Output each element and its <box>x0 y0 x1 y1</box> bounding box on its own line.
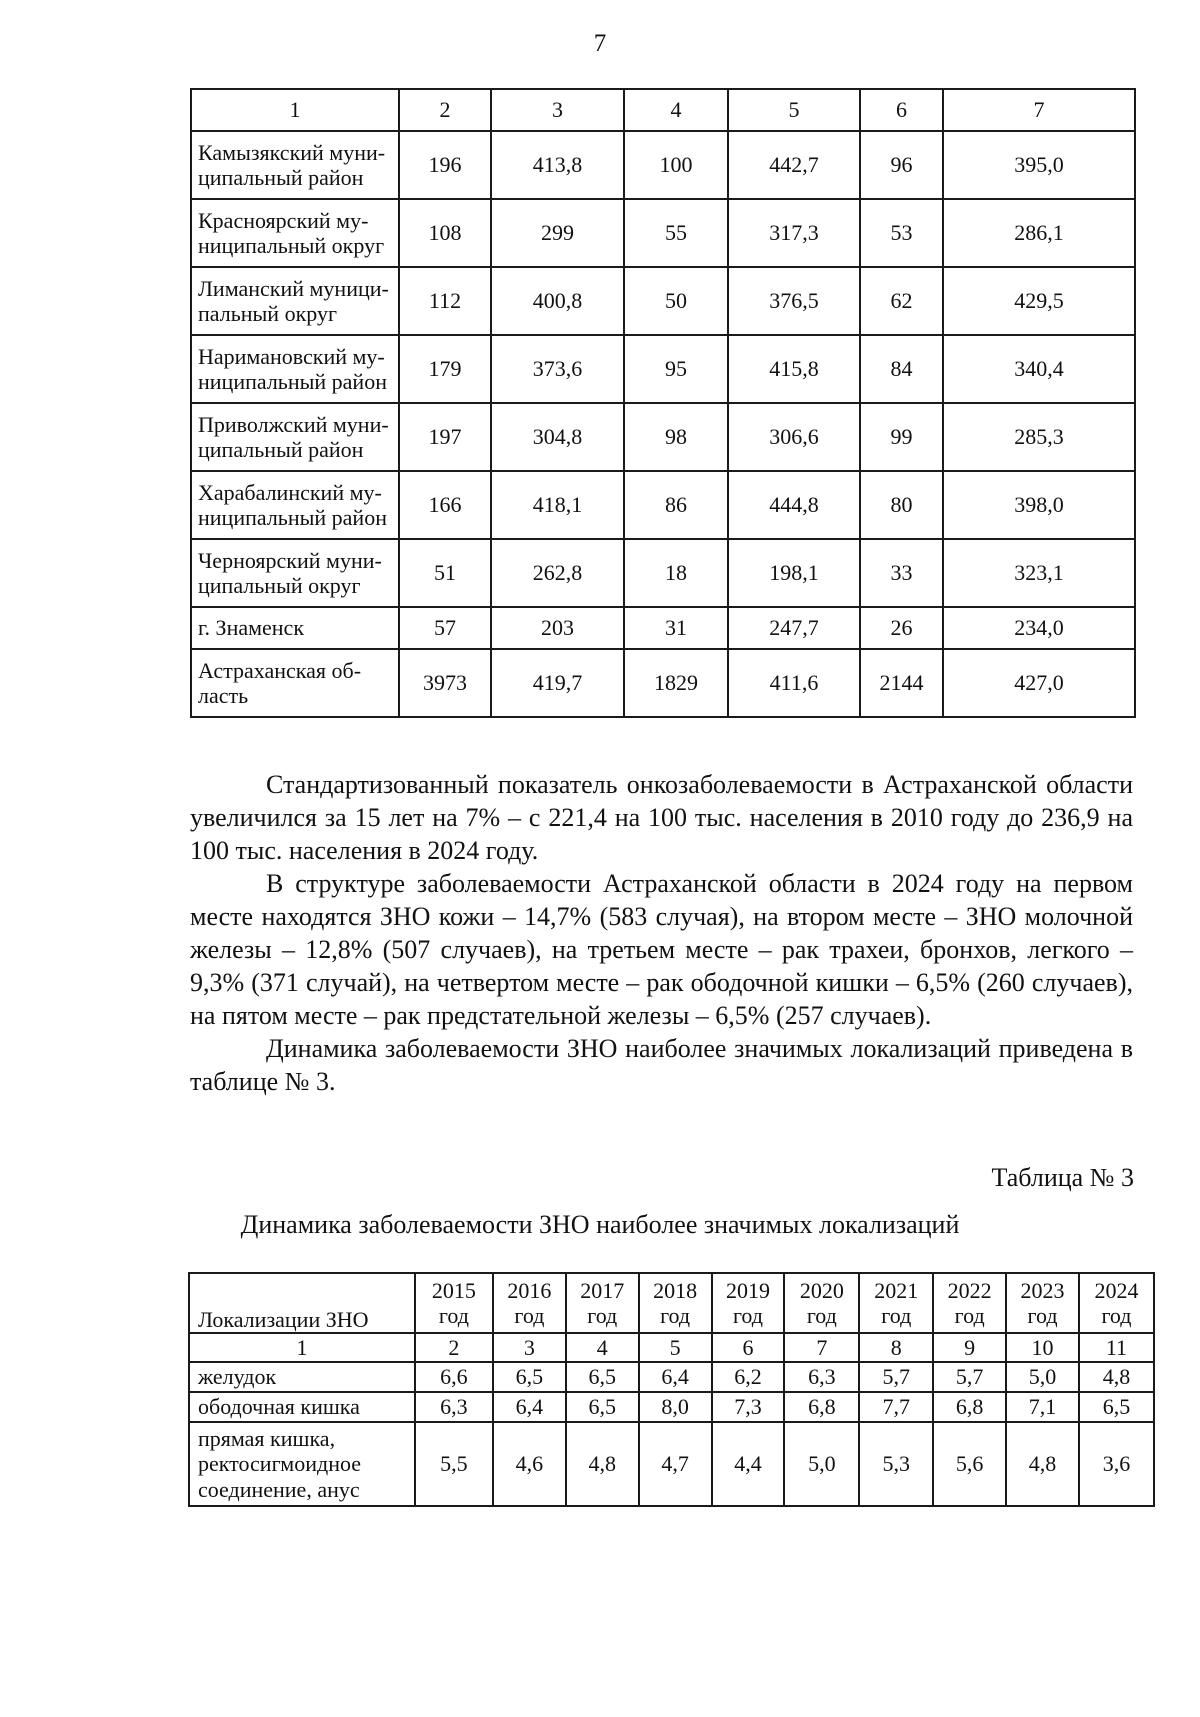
value-cell: 444,8 <box>728 471 860 539</box>
rate-cell: 6,8 <box>784 1392 859 1422</box>
table3-column-number: 3 <box>493 1333 566 1362</box>
rate-cell: 6,4 <box>639 1362 712 1392</box>
year-unit-label: год <box>660 1303 691 1328</box>
rate-cell: 4,4 <box>712 1422 785 1506</box>
rate-cell: 4,8 <box>1079 1362 1154 1392</box>
rate-cell: 7,3 <box>712 1392 785 1422</box>
rate-cell: 5,3 <box>859 1422 933 1506</box>
value-cell: 100 <box>624 131 728 199</box>
table-row <box>191 199 1135 267</box>
table-row <box>189 1422 1154 1506</box>
table-row <box>191 403 1135 471</box>
rate-cell: 8,0 <box>639 1392 712 1422</box>
rate-cell: 6,2 <box>712 1362 785 1392</box>
district-name-cell: Астраханская об-ласть <box>191 649 399 717</box>
value-cell: 18 <box>624 539 728 607</box>
district-name-cell: Наримановский му-ниципальный район <box>191 335 399 403</box>
rate-cell: 6,3 <box>415 1392 493 1422</box>
rate-cell: 7,7 <box>859 1392 933 1422</box>
rate-cell: 4,7 <box>639 1422 712 1506</box>
table1-column-number: 5 <box>728 89 860 131</box>
year-label: 2022 <box>947 1277 992 1303</box>
rate-cell: 5,5 <box>415 1422 493 1506</box>
district-name-cell: Приволжский муни-ципальный район <box>191 403 399 471</box>
rate-cell: 5,0 <box>784 1422 859 1506</box>
value-cell: 57 <box>399 607 491 649</box>
rate-cell: 5,6 <box>933 1422 1006 1506</box>
municipal-incidence-table <box>190 88 1136 718</box>
rate-cell: 6,8 <box>933 1392 1006 1422</box>
year-label: 2018 <box>653 1277 698 1303</box>
table3-column-number: 8 <box>859 1333 933 1362</box>
body-text <box>190 768 1133 1098</box>
year-label: 2016 <box>507 1277 552 1303</box>
year-label: 2019 <box>725 1277 770 1303</box>
localization-dynamics-table <box>188 1272 1155 1507</box>
year-header <box>566 1273 639 1333</box>
year-header <box>1079 1273 1154 1333</box>
rate-cell: 5,7 <box>859 1362 933 1392</box>
value-cell: 340,4 <box>943 335 1135 403</box>
value-cell: 413,8 <box>491 131 624 199</box>
value-cell: 400,8 <box>491 267 624 335</box>
value-cell: 166 <box>399 471 491 539</box>
value-cell: 247,7 <box>728 607 860 649</box>
year-header <box>859 1273 933 1333</box>
value-cell: 323,1 <box>943 539 1135 607</box>
table-row <box>191 131 1135 199</box>
year-header <box>415 1273 493 1333</box>
value-cell: 306,6 <box>728 403 860 471</box>
paragraph-incidence-structure: В структуре заболеваемости Астраханской области в 2024 году на первом месте находятся ЗНО кожи – 14,7% (583 случая), на втором месте – ЗНО молочной железы – 12,8% (507 случаев), на третьем месте – рак трахеи, бронхов, легкого – 9,3% (371 случай), на четвертом месте – рак ободочной кишки – 6,5% (260 случаев), на пятом месте – рак предстательной железы – 6,5% (257 случаев). <box>190 869 1133 1030</box>
value-cell: 86 <box>624 471 728 539</box>
paragraph-standardized-rate: Стандартизованный показатель онкозаболеваемости в Астраханской области увеличился за 15 лет на 7% – с 221,4 на 100 тыс. населения в 2010 году до 236,9 на 100 тыс. населения в 2024 году. <box>190 770 1133 865</box>
district-name-cell: Черноярский муни-ципальный округ <box>191 539 399 607</box>
table3-column-number: 11 <box>1079 1333 1154 1362</box>
year-unit-label: год <box>806 1303 837 1328</box>
value-cell: 31 <box>624 607 728 649</box>
localization-cell: ободочная кишка <box>189 1392 415 1422</box>
value-cell: 55 <box>624 199 728 267</box>
value-cell: 262,8 <box>491 539 624 607</box>
table3-column-numbers-row <box>189 1333 1154 1362</box>
table3-number: Таблица № 3 <box>991 1163 1134 1192</box>
value-cell: 429,5 <box>943 267 1135 335</box>
table1-column-number: 3 <box>491 89 624 131</box>
rate-cell: 6,6 <box>415 1362 493 1392</box>
year-unit-label: год <box>587 1303 618 1328</box>
year-header <box>639 1273 712 1333</box>
table3-column-number: 6 <box>712 1333 785 1362</box>
value-cell: 196 <box>399 131 491 199</box>
value-cell: 286,1 <box>943 199 1135 267</box>
year-header <box>784 1273 859 1333</box>
district-name-cell: г. Знаменск <box>191 607 399 649</box>
value-cell: 285,3 <box>943 403 1135 471</box>
value-cell: 51 <box>399 539 491 607</box>
value-cell: 99 <box>860 403 943 471</box>
rate-cell: 5,7 <box>933 1362 1006 1392</box>
table3-column-number: 7 <box>784 1333 859 1362</box>
value-cell: 395,0 <box>943 131 1135 199</box>
rate-cell: 7,1 <box>1006 1392 1079 1422</box>
year-unit-label: год <box>438 1303 469 1328</box>
value-cell: 84 <box>860 335 943 403</box>
table3-column-number: 4 <box>566 1333 639 1362</box>
value-cell: 197 <box>399 403 491 471</box>
table1-column-number: 1 <box>191 89 399 131</box>
rate-cell: 6,5 <box>1079 1392 1154 1422</box>
localization-header: Локализации ЗНО <box>189 1273 415 1333</box>
year-header <box>1006 1273 1079 1333</box>
paragraph-table-reference: Динамика заболеваемости ЗНО наиболее значимых локализаций приведена в таблице № 3. <box>190 1034 1133 1096</box>
localization-cell: желудок <box>189 1362 415 1392</box>
value-cell: 95 <box>624 335 728 403</box>
table3-column-number: 5 <box>639 1333 712 1362</box>
year-header <box>712 1273 785 1333</box>
value-cell: 62 <box>860 267 943 335</box>
rate-cell: 4,6 <box>493 1422 566 1506</box>
value-cell: 442,7 <box>728 131 860 199</box>
value-cell: 108 <box>399 199 491 267</box>
table3-header-row <box>189 1273 1154 1333</box>
table1-column-number: 6 <box>860 89 943 131</box>
value-cell: 299 <box>491 199 624 267</box>
value-cell: 112 <box>399 267 491 335</box>
year-unit-label: год <box>1101 1303 1132 1328</box>
table1-column-number: 7 <box>943 89 1135 131</box>
table-row <box>189 1362 1154 1392</box>
district-name-cell: Лиманский муници-пальный округ <box>191 267 399 335</box>
rate-cell: 6,3 <box>784 1362 859 1392</box>
value-cell: 373,6 <box>491 335 624 403</box>
page-number: 7 <box>593 30 607 57</box>
value-cell: 3973 <box>399 649 491 717</box>
value-cell: 1829 <box>624 649 728 717</box>
table3-column-number: 9 <box>933 1333 1006 1362</box>
value-cell: 198,1 <box>728 539 860 607</box>
value-cell: 419,7 <box>491 649 624 717</box>
district-name-cell: Красноярский му-ниципальный округ <box>191 199 399 267</box>
year-label: 2024 <box>1094 1277 1139 1303</box>
table-row <box>189 1392 1154 1422</box>
rate-cell: 4,8 <box>1006 1422 1079 1506</box>
table-row <box>191 649 1135 717</box>
rate-cell: 5,0 <box>1006 1362 1079 1392</box>
value-cell: 53 <box>860 199 943 267</box>
value-cell: 304,8 <box>491 403 624 471</box>
value-cell: 96 <box>860 131 943 199</box>
rate-cell: 6,5 <box>566 1392 639 1422</box>
year-unit-label: год <box>1027 1303 1058 1328</box>
value-cell: 26 <box>860 607 943 649</box>
year-label: 2015 <box>431 1277 476 1303</box>
table1-header-row <box>191 89 1135 131</box>
value-cell: 98 <box>624 403 728 471</box>
year-header <box>933 1273 1006 1333</box>
district-name-cell: Камызякский муни-ципальный район <box>191 131 399 199</box>
table1-column-number: 4 <box>624 89 728 131</box>
value-cell: 376,5 <box>728 267 860 335</box>
value-cell: 427,0 <box>943 649 1135 717</box>
table3-column-number: 2 <box>415 1333 493 1362</box>
table-row <box>191 267 1135 335</box>
value-cell: 203 <box>491 607 624 649</box>
year-unit-label: год <box>732 1303 763 1328</box>
district-name-cell: Харабалинский му-ниципальный район <box>191 471 399 539</box>
year-label: 2017 <box>580 1277 625 1303</box>
year-label: 2023 <box>1020 1277 1065 1303</box>
value-cell: 418,1 <box>491 471 624 539</box>
table-row <box>191 607 1135 649</box>
table3-title: Динамика заболеваемости ЗНО наиболее значимых локализаций <box>240 1210 960 1239</box>
year-unit-label: год <box>954 1303 985 1328</box>
value-cell: 33 <box>860 539 943 607</box>
table1-column-number: 2 <box>399 89 491 131</box>
localization-cell: прямая кишка, ректосигмоидное соединение, анус <box>189 1422 415 1506</box>
table3-column-number: 1 <box>189 1333 415 1362</box>
value-cell: 80 <box>860 471 943 539</box>
year-header <box>493 1273 566 1333</box>
value-cell: 234,0 <box>943 607 1135 649</box>
rate-cell: 6,5 <box>493 1362 566 1392</box>
table-row <box>191 335 1135 403</box>
rate-cell: 3,6 <box>1079 1422 1154 1506</box>
value-cell: 398,0 <box>943 471 1135 539</box>
table3-column-number: 10 <box>1006 1333 1079 1362</box>
table-row <box>191 471 1135 539</box>
rate-cell: 6,5 <box>566 1362 639 1392</box>
value-cell: 411,6 <box>728 649 860 717</box>
year-label: 2021 <box>874 1277 919 1303</box>
year-label: 2020 <box>799 1277 844 1303</box>
table-row <box>191 539 1135 607</box>
year-unit-label: год <box>881 1303 912 1328</box>
value-cell: 317,3 <box>728 199 860 267</box>
value-cell: 50 <box>624 267 728 335</box>
year-unit-label: год <box>514 1303 545 1328</box>
rate-cell: 4,8 <box>566 1422 639 1506</box>
rate-cell: 6,4 <box>493 1392 566 1422</box>
value-cell: 415,8 <box>728 335 860 403</box>
value-cell: 2144 <box>860 649 943 717</box>
value-cell: 179 <box>399 335 491 403</box>
